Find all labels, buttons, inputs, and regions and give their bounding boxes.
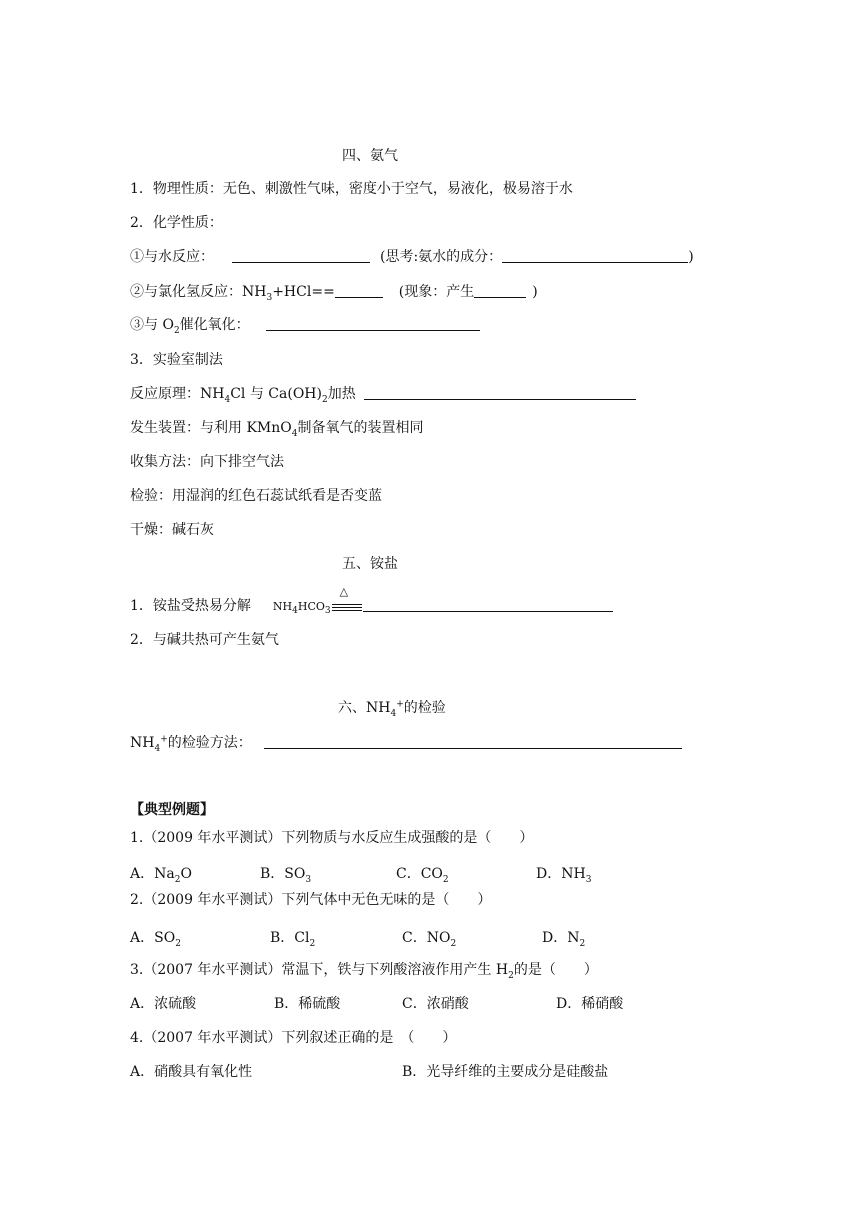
water-label: ①与水反应： <box>130 249 214 265</box>
ammonium-decomposition: 1．铵盐受热易分解 $NH_4HCO_3$ △ <box>130 596 613 617</box>
reaction-with-water <box>130 247 694 267</box>
section-title-nh4-test: 六、$NH_4^+$的检验 <box>338 699 446 719</box>
q4-option-a[interactable]: A．硝酸具有氧化性 <box>130 1064 253 1080</box>
test-method-blank[interactable] <box>264 734 682 749</box>
chemical-properties-label: 2．化学性质： <box>130 215 223 231</box>
typical-examples-heading: 【典型例题】 <box>130 802 214 818</box>
test-method: 检验：用湿润的红色石蕊试纸看是否变蓝 <box>130 488 382 504</box>
question-2-options <box>130 928 730 948</box>
heating-arrow-symbol: △ <box>331 598 363 612</box>
question-2: 2.（2009 年水平测试）下列气体中无色无味的是（ ） <box>130 892 492 908</box>
apparatus: 发生装置：与利用 KMnO$_4$制备氧气的装置相同 <box>130 420 424 439</box>
collection-method: 收集方法：向下排空气法 <box>130 454 284 470</box>
catalytic-oxidation: ③与 $O_2$催化氧化： <box>130 315 480 335</box>
q3-option-b[interactable]: B．稀硫酸 <box>274 996 341 1012</box>
q1-option-d[interactable]: D．$NH_3$ <box>536 866 592 885</box>
q1-option-b[interactable]: B．$SO_3$ <box>260 866 312 885</box>
question-4: 4.（2007 年水平测试）下列叙述正确的是 （ ） <box>130 1030 457 1046</box>
question-3: 3.（2007 年水平测试）常温下，铁与下列酸溶液作用产生 $H_2$的是（ ） <box>130 962 598 981</box>
q1-option-c[interactable]: C．$CO_2$ <box>396 866 449 885</box>
q3-option-a[interactable]: A．浓硫酸 <box>130 996 197 1012</box>
reaction-with-hcl: ②与氯化氢反应：$NH_3+HCl==$ (现象：产生 ) <box>130 284 538 303</box>
water-blank[interactable] <box>232 248 370 263</box>
question-4-options <box>130 1062 730 1082</box>
section-title-ammonium-salts: 五、铵盐 <box>342 556 398 572</box>
nh4hco3-formula: $NH_4HCO_3$ <box>272 600 331 617</box>
principle-blank[interactable] <box>364 385 636 400</box>
lab-preparation-label: 3．实验室制法 <box>130 352 223 368</box>
section-title-ammonia: 四、氨气 <box>342 148 398 164</box>
q2-option-c[interactable]: C．$NO_2$ <box>402 930 457 949</box>
oxidation-blank[interactable] <box>266 316 480 331</box>
reaction-principle: 反应原理：$NH_4Cl$ 与 $Ca(OH)_2$加热 <box>130 384 636 404</box>
ammonia-water-blank[interactable] <box>502 248 688 263</box>
water-paren-close: ) <box>688 249 694 265</box>
physical-properties: 1．物理性质：无色、刺激性气味，密度小于空气，易液化，极易溶于水 <box>130 181 573 197</box>
q2-option-a[interactable]: A．$SO_2$ <box>130 930 181 949</box>
alkali-reaction: 2．与碱共热可产生氨气 <box>130 632 279 648</box>
decomposition-blank[interactable] <box>363 597 613 612</box>
drying-agent: 干燥：碱石灰 <box>130 522 214 538</box>
nh4-test-method: $NH_4^+$的检验方法： <box>130 733 682 753</box>
q4-option-b[interactable]: B．光导纤维的主要成分是硅酸盐 <box>402 1064 609 1080</box>
q2-option-b[interactable]: B．$Cl_2$ <box>270 930 316 949</box>
q2-option-d[interactable]: D．$N_2$ <box>542 930 586 949</box>
question-1: 1.（2009 年水平测试）下列物质与水反应生成强酸的是（ ） <box>130 830 534 846</box>
q1-option-a[interactable]: A．$Na_2O$ <box>130 866 192 885</box>
q3-option-c[interactable]: C．浓硝酸 <box>402 996 469 1012</box>
hcl-phenomenon-blank[interactable] <box>474 283 526 298</box>
question-3-options <box>130 994 730 1014</box>
question-1-options <box>130 864 730 884</box>
q3-option-d[interactable]: D．稀硝酸 <box>556 996 624 1012</box>
hcl-product-blank[interactable] <box>335 283 383 298</box>
ammonia-water-question: (思考:氨水的成分： <box>380 249 503 265</box>
